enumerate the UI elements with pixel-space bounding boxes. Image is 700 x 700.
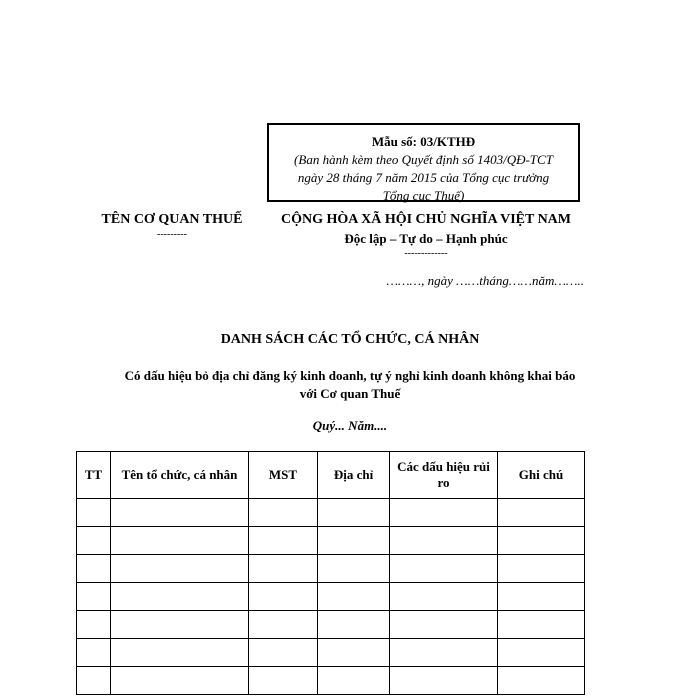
form-code: Mẫu số: 03/KTHĐ (371, 134, 476, 149)
subtitle-line-1: Có dấu hiệu bỏ địa chỉ đăng ký kinh doanh, tự ý nghỉ kinh doanh không khai báo (124, 368, 576, 383)
table-cell (111, 667, 249, 695)
table-cell (77, 527, 111, 555)
table-cell (318, 555, 390, 583)
table-row (77, 527, 585, 555)
table-cell (318, 583, 390, 611)
table-cell (77, 583, 111, 611)
table-cell (249, 667, 318, 695)
table-cell (111, 583, 249, 611)
national-header (268, 211, 584, 259)
table-row (77, 583, 585, 611)
document-subtitle (100, 367, 600, 403)
table-cell (390, 555, 498, 583)
table-cell (390, 499, 498, 527)
table-cell (318, 499, 390, 527)
table-cell (77, 555, 111, 583)
form-note-line-1: (Ban hành kèm theo Quyết định số 1403/QĐ-TCT (294, 152, 553, 167)
table-cell (111, 611, 249, 639)
table-row (77, 555, 585, 583)
table-cell (249, 583, 318, 611)
tax-agency-header (92, 211, 252, 241)
table-cell (249, 611, 318, 639)
national-name: CỘNG HÒA XÃ HỘI CHỦ NGHĨA VIỆT NAM (280, 212, 571, 227)
table-header-row (77, 452, 585, 499)
table-cell (498, 611, 585, 639)
table-cell (77, 611, 111, 639)
table-cell (318, 527, 390, 555)
header-notes: Ghi chú (498, 452, 585, 499)
table-cell (498, 499, 585, 527)
table-cell (498, 639, 585, 667)
table-row (77, 611, 585, 639)
table-cell (77, 667, 111, 695)
table-cell (111, 499, 249, 527)
header-name: Tên tổ chức, cá nhân (111, 452, 249, 499)
table-cell (390, 527, 498, 555)
table-cell (249, 527, 318, 555)
table-cell (111, 527, 249, 555)
table-cell (498, 555, 585, 583)
reporting-period: Quý... Năm.... (312, 418, 388, 433)
table-cell (318, 667, 390, 695)
table-row (77, 667, 585, 695)
table-row (77, 639, 585, 667)
table-cell (318, 611, 390, 639)
header-risk-signs: Các dấu hiệu rủi ro (390, 452, 498, 499)
table-row (77, 499, 585, 527)
header-tt: TT (77, 452, 111, 499)
national-motto: Độc lập – Tự do – Hạnh phúc (344, 231, 508, 246)
national-divider: ------------- (404, 248, 448, 259)
form-code-box (267, 123, 580, 202)
table-cell (77, 639, 111, 667)
subtitle-line-2: với Cơ quan Thuế (299, 386, 401, 401)
organization-list-table (76, 451, 585, 695)
place-date-line: ………, ngày ……tháng……năm…….. (386, 273, 584, 288)
table-cell (318, 639, 390, 667)
header-tax-code: MST (249, 452, 318, 499)
document-title: DANH SÁCH CÁC TỔ CHỨC, CÁ NHÂN (220, 332, 480, 347)
table-cell (111, 555, 249, 583)
table-cell (498, 667, 585, 695)
table-cell (498, 527, 585, 555)
table-cell (249, 555, 318, 583)
table-cell (390, 611, 498, 639)
form-note-line-3: Tổng cục Thuế) (382, 188, 465, 203)
table-cell (111, 639, 249, 667)
table-cell (390, 583, 498, 611)
form-note-line-2: ngày 28 tháng 7 năm 2015 của Tổng cục trưởng (297, 170, 550, 185)
table-cell (249, 639, 318, 667)
table-cell (390, 667, 498, 695)
tax-agency-divider: --------- (157, 229, 187, 240)
table-cell (77, 499, 111, 527)
table-body (77, 499, 585, 695)
header-address: Địa chỉ (318, 452, 390, 499)
tax-agency-name: TÊN CƠ QUAN THUẾ (101, 212, 243, 227)
table-cell (498, 583, 585, 611)
table-cell (249, 499, 318, 527)
table-cell (390, 639, 498, 667)
